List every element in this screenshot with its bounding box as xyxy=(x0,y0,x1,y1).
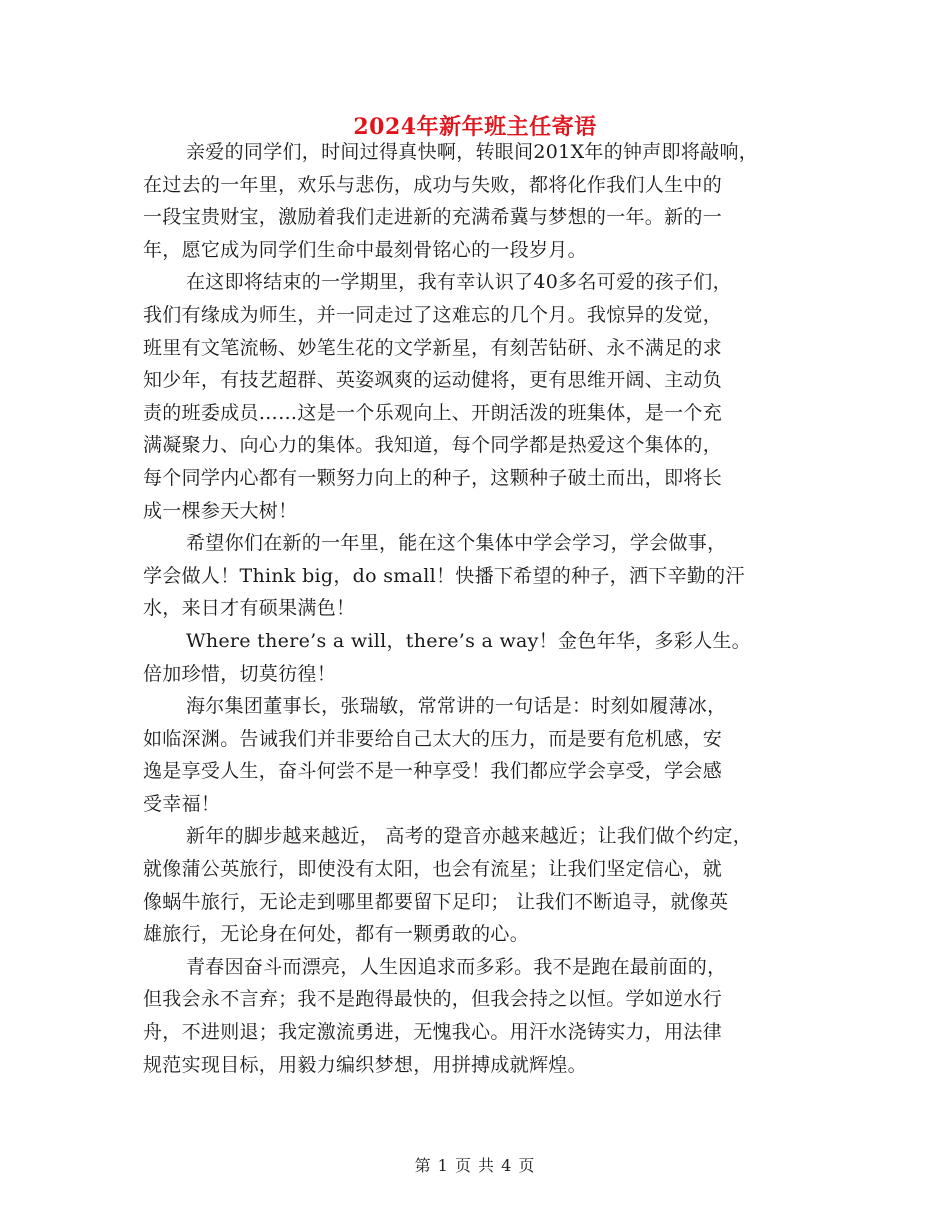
text-line: 新年的脚步越来越近， 高考的跫音亦越来越近；让我们做个约定， xyxy=(186,825,753,848)
text-line: 倍加珍惜，切莫彷徨！ xyxy=(143,662,337,685)
text-line: 如临深渊。告诫我们并非要给自己太大的压力，而是要有危机感，安 xyxy=(143,727,723,750)
text-line: 每个同学内心都有一颗努力向上的种子，这颗种子破土而出，即将长 xyxy=(143,466,723,489)
text-line: 知少年，有技艺超群、英姿飒爽的运动健将，更有思维开阔、主动负 xyxy=(143,369,723,392)
text-line: 规范实现目标，用毅力编织梦想，用拼搏成就辉煌。 xyxy=(143,1053,587,1076)
text-line: 希望你们在新的一年里，能在这个集体中学会学习，学会做事， xyxy=(186,532,727,555)
text-line: 在过去的一年里，欢乐与悲伤，成功与失败，都将化作我们人生中的 xyxy=(143,173,723,196)
text-line: 我们有缘成为师生，并一同走过了这难忘的几个月。我惊异的发觉， xyxy=(143,303,723,326)
text-line: 亲爱的同学们，时间过得真快啊，转眼间201X年的钟声即将敲响， xyxy=(186,141,759,163)
text-line: 水，来日才有硕果满色！ xyxy=(143,597,356,620)
text-line: 受幸福！ xyxy=(143,792,221,815)
text-line: 班里有文笔流畅、妙笔生花的文学新星，有刻苦钻研、永不满足的求 xyxy=(143,336,723,359)
page-title: 2024年新年班主任寄语 xyxy=(353,114,597,140)
text-line: 但我会永不言弃；我不是跑得最快的，但我会持之以恒。学如逆水行 xyxy=(143,988,723,1011)
text-line: 在这即将结束的一学期里，我有幸认识了40多名可爱的孩子们， xyxy=(186,271,732,294)
text-line: 学会做人！Think big，do small！快播下希望的种子，洒下辛勤的汗 xyxy=(143,564,745,587)
text-line: 成一棵参天大树！ xyxy=(143,499,298,522)
text-line: 就像蒲公英旅行，即使没有太阳，也会有流星；让我们坚定信心，就 xyxy=(143,858,723,881)
text-line: 海尔集团董事长，张瑞敏，常常讲的一句话是：时刻如履薄冰， xyxy=(186,695,727,718)
text-line: Where there’s a will，there’s a way！金色年华，多彩人生。 xyxy=(186,629,751,652)
text-line: 青春因奋斗而漂亮，人生因追求而多彩。我不是跑在最前面的， xyxy=(186,955,727,978)
text-line: 逸是享受人生，奋斗何尝不是一种享受！我们都应学会享受，学会感 xyxy=(143,760,723,783)
text-line: 一段宝贵财宝，激励着我们走进新的充满希冀与梦想的一年。新的一 xyxy=(143,206,723,229)
text-line: 雄旅行，无论身在何处，都有一颗勇敢的心。 xyxy=(143,923,530,946)
text-line: 责的班委成员……这是一个乐观向上、开朗活泼的班集体，是一个充 xyxy=(143,401,723,424)
text-line: 满凝聚力、向心力的集体。我知道，每个同学都是热爱这个集体的， xyxy=(143,434,723,457)
page-footer: 第 1 页 共 4 页 xyxy=(414,1156,536,1175)
text-line: 年，愿它成为同学们生命中最刻骨铭心的一段岁月。 xyxy=(143,238,587,261)
body-text xyxy=(143,136,833,1081)
text-line: 舟，不进则退；我定激流勇进，无愧我心。用汗水浇铸实力，用法律 xyxy=(143,1021,723,1044)
text-line: 像蜗牛旅行，无论走到哪里都要留下足印； 让我们不断追寻，就像英 xyxy=(143,890,729,913)
